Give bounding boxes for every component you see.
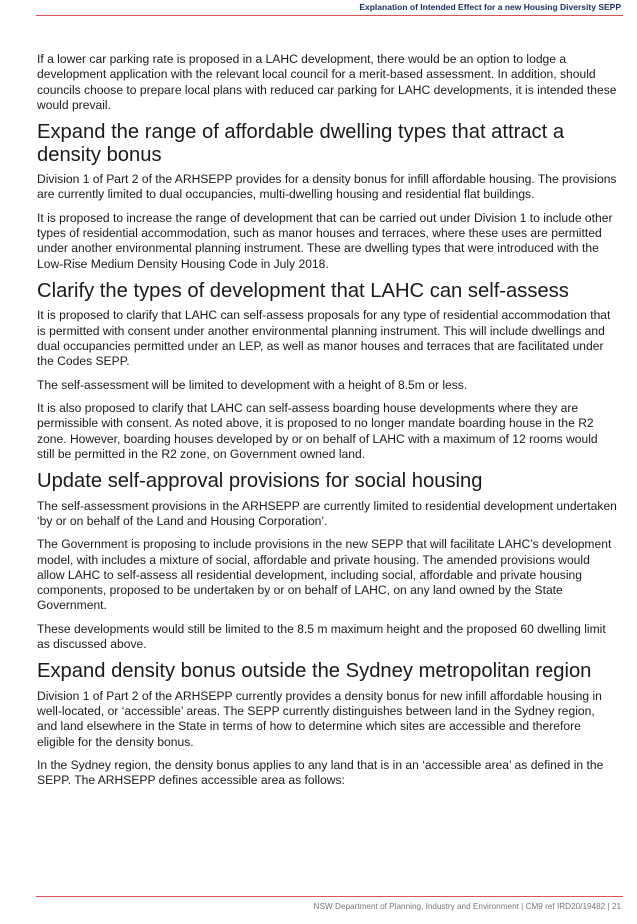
page-footer: NSW Department of Planning, Industry and Environment | CM9 ref IRD20/19482 | 21 bbox=[313, 902, 621, 911]
paragraph: It is proposed to clarify that LAHC can self-assess proposals for any type of residential accommodation that is permitted with consent under another environmental planning instrument. This will include dwellings and dual occupancies permitted under an LEP, as well as manor houses and terraces that are facilitated under the Codes SEPP. bbox=[37, 308, 611, 369]
section-heading-affordable-dwelling-types: Expand the range of affordable dwelling types that attract a density bonus bbox=[37, 121, 565, 166]
paragraph: The self-assessment will be limited to development with a height of 8.5m or less. bbox=[37, 377, 468, 392]
document-body bbox=[37, 52, 617, 797]
paragraph: Division 1 of Part 2 of the ARHSEPP currently provides a density bonus for new infill affordable housing in well-located, or ‘accessible’ areas. The SEPP currently distinguishes between land in the Sydney region, and land elsewhere in the State in terms of how to determine which sites are accessible and therefore eligible for the density bonus. bbox=[37, 688, 602, 749]
paragraph: The self-assessment provisions in the ARHSEPP are currently limited to residential development undertaken ‘by or on behalf of the Land and Housing Corporation’. bbox=[37, 498, 617, 528]
intro-paragraph: If a lower car parking rate is proposed in a LAHC development, there would be an option to lodge a development application with the relevant local council for a merit-based assessment. In addition, should councils choose to prepare local plans with reduced car parking for LAHC developments, it is intended these would prevail. bbox=[37, 52, 617, 112]
running-header-title: Explanation of Intended Effect for a new Housing Diversity SEPP bbox=[359, 2, 621, 12]
paragraph: It is also proposed to clarify that LAHC can self-assess boarding house developments where they are permissible with consent. As noted above, it is proposed to no longer mandate boarding house in the R2 zone. However, boarding houses developed by or on behalf of LAHC with a maximum of 12 rooms would still be permitted in the R2 zone, on Government owned land. bbox=[37, 400, 598, 461]
paragraph: Division 1 of Part 2 of the ARHSEPP provides for a density bonus for infill affordable housing. The provisions are currently limited to dual occupancies, multi-dwelling housing and residential flat buildings. bbox=[37, 172, 617, 202]
section-heading-density-bonus-outside-sydney: Expand density bonus outside the Sydney metropolitan region bbox=[37, 660, 592, 683]
section-heading-lahc-self-assess: Clarify the types of development that LAHC can self-assess bbox=[37, 279, 569, 302]
header-divider bbox=[36, 15, 623, 16]
section-heading-self-approval: Update self-approval provisions for social housing bbox=[37, 470, 483, 493]
paragraph: The Government is proposing to include provisions in the new SEPP that will facilitate LAHC’s development model, with includes a mixture of social, affordable and private housing. The amended provisions would allow LAHC to self-assess all residential development, including social, affordable and private housing components, proposed to be undertaken by or on behalf of LAHC, on any land owned by the State Government. bbox=[37, 537, 612, 613]
paragraph: These developments would still be limited to the 8.5 m maximum height and the proposed 60 dwelling limit as discussed above. bbox=[37, 621, 606, 652]
footer-divider bbox=[36, 896, 623, 897]
paragraph: In the Sydney region, the density bonus applies to any land that is in an ‘accessible area’ as defined in the SEPP. The ARHSEPP defines accessible area as follows: bbox=[37, 758, 604, 788]
paragraph: It is proposed to increase the range of development that can be carried out under Division 1 to include other types of residential accommodation, such as manor houses and terraces, where these uses are permitted under another environmental planning instrument. These are dwelling types that were introduced with the Low-Rise Medium Density Housing Code in July 2018. bbox=[37, 210, 613, 271]
